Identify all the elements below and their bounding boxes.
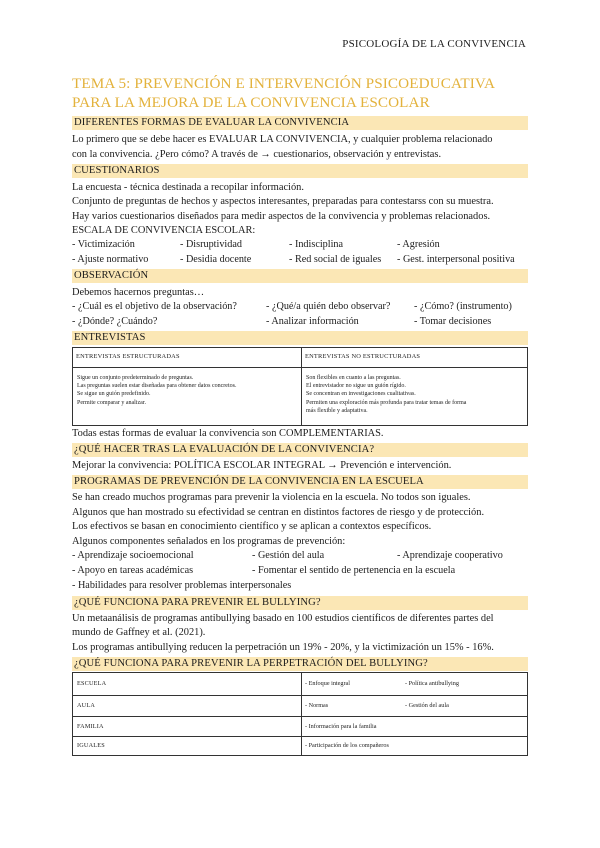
table-row [73,717,527,737]
text-line: Mejorar la convivencia: POLÍTICA ESCOLAR INTEGRAL → Prevención e intervención. [72,460,452,471]
text-line: Conjunto de preguntas de hechos y aspectos interesantes, preparadas para contestarss con su muestra. [72,196,494,207]
scale-item: - Gest. interpersonal positiva [397,254,515,265]
table-row [73,696,527,717]
section-heading-observacion: OBSERVACIÓN [72,269,528,283]
scale-item: - Victimización [72,239,135,250]
text-line: Los programas antibullying reducen la perpetración un 19% - 20%, y la victimización un 15% - 16%. [72,642,494,653]
structured-column [73,348,302,425]
component-item: - Fomentar el sentido de pertenencia en la escuela [252,565,456,576]
text-line: Hay varios cuestionarios diseñados para medir aspectos de la convivencia y problemas relacionados. [72,211,491,222]
page-header: PSICOLOGÍA DE LA CONVIVENCIA [342,38,526,50]
scale-item: - Desidia docente [180,254,252,265]
text-line: Algunos componentes señalados en los programas de prevención: [72,536,346,547]
text-line: Debemos hacernos preguntas… [72,287,205,298]
scale-item: - Agresión [397,239,440,250]
table-row [73,737,527,756]
cell-line: Permite comparar y analizar. [77,399,146,406]
text-line: Se han creado muchos programas para prevenir la violencia en la escuela. No todos son iguales. [72,492,471,503]
unstructured-column [302,348,527,425]
text-line: Todas estas formas de evaluar la convivencia son COMPLEMENTARIAS. [72,428,384,439]
cell-line: Permiten una exploración más profunda para tratar temas de forma [306,399,467,406]
component-item: - Aprendizaje socioemocional [72,550,194,561]
row-key: AULA [77,702,95,709]
row-value: - Política antibullying [405,680,459,687]
section-heading-bullying: ¿QUÉ FUNCIONA PARA PREVENIR EL BULLYING? [72,596,528,610]
cell-line: Son flexibles en cuanto a las preguntas. [306,375,401,381]
section-heading-cuestionarios: CUESTIONARIOS [72,164,528,178]
scale-item: - Disruptividad [180,239,242,250]
question-item: - ¿Cuál es el objetivo de la observación? [72,301,237,312]
text-line: Lo primero que se debe hacer es EVALUAR LA CONVIVENCIA, y cualquier problema relacionado [72,134,493,145]
title-line-1: TEMA 5: PREVENCIÓN E INTERVENCIÓN PSICOEDUCATIVA [72,75,496,92]
component-item: - Habilidades para resolver problemas interpersonales [72,580,292,591]
component-item: - Apoyo en tareas académicas [72,565,194,576]
row-key: FAMILIA [77,723,104,730]
column-body [306,374,466,415]
text-line: mundo de Gaffney et al. (2021). [72,627,206,638]
component-item: - Gestión del aula [252,550,325,561]
cell-line: Sigue un conjunto predeterminado de preguntas. [77,375,194,381]
component-item: - Aprendizaje cooperativo [397,550,503,561]
section-heading-perpetracion: ¿QUÉ FUNCIONA PARA PREVENIR LA PERPETRACIÓN DEL BULLYING? [72,657,528,671]
cell-line: Las preguntas suelen estar diseñadas para obtener datos concretos. [77,383,237,390]
text-line: Algunos que han mostrado su efectividad se centran en distintos factores de riesgo y de protección. [72,507,485,518]
scale-item: - Ajuste normativo [72,254,149,265]
row-key: ESCUELA [77,680,107,687]
text-line: con la convivencia. ¿Pero cómo? A través de → cuestionarios, observación y entrevistas. [72,149,442,160]
text-line: ESCALA DE CONVIVENCIA ESCOLAR: [72,225,256,236]
section-heading-que-hacer: ¿QUÉ HACER TRAS LA EVALUACIÓN DE LA CONVIVENCIA? [72,443,528,457]
row-value: - Participación de los compañeros [305,742,389,749]
perpetration-table [72,672,528,756]
scale-item: - Indisciplina [289,239,344,250]
question-item: - Analizar información [266,316,359,327]
row-value: - Información para la familia [305,723,377,730]
scale-item: - Red social de iguales [289,254,382,265]
question-item: - ¿Dónde? ¿Cuándo? [72,316,158,327]
row-key: IGUALES [77,742,105,749]
question-item: - ¿Cómo? (instrumento) [414,301,512,312]
section-heading-evaluar: DIFERENTES FORMAS DE EVALUAR LA CONVIVENCIA [72,116,528,130]
column-header: ENTREVISTAS ESTRUCTURADAS [76,353,180,360]
row-value: - Gestión del aula [405,702,449,709]
column-header: ENTREVISTAS NO ESTRUCTURADAS [305,353,421,360]
text-line: Un metaanálisis de programas antibullying basado en 100 estudios científicos de diferentes partes del [72,613,494,624]
cell-line: Se sigue un guión predefinido. [77,391,151,398]
document-title [72,74,528,112]
interviews-table [72,347,528,426]
cell-line: Se concentran en investigaciones cualitativas. [306,391,416,398]
row-value: - Normas [305,702,329,709]
table-row [73,673,527,696]
title-line-2: PARA LA MEJORA DE LA CONVIVENCIA ESCOLAR [72,94,430,111]
section-heading-entrevistas: ENTREVISTAS [72,331,528,345]
cell-line: más flexible y adaptativa. [306,407,368,414]
section-heading-programas: PROGRAMAS DE PREVENCIÓN DE LA CONVIVENCIA EN LA ESCUELA [72,475,528,489]
cell-line: El entrevistador no sigue un guión rígido. [306,383,406,390]
question-item: - ¿Qué/a quién debo observar? [266,301,391,312]
column-body [77,374,236,407]
row-value: - Enfoque integral [305,680,351,687]
question-item: - Tomar decisiones [414,316,492,327]
text-line: Los efectivos se basan en conocimiento científico y se aplican a contextos específicos. [72,521,432,532]
text-line: La encuesta - técnica destinada a recopilar información. [72,182,304,193]
